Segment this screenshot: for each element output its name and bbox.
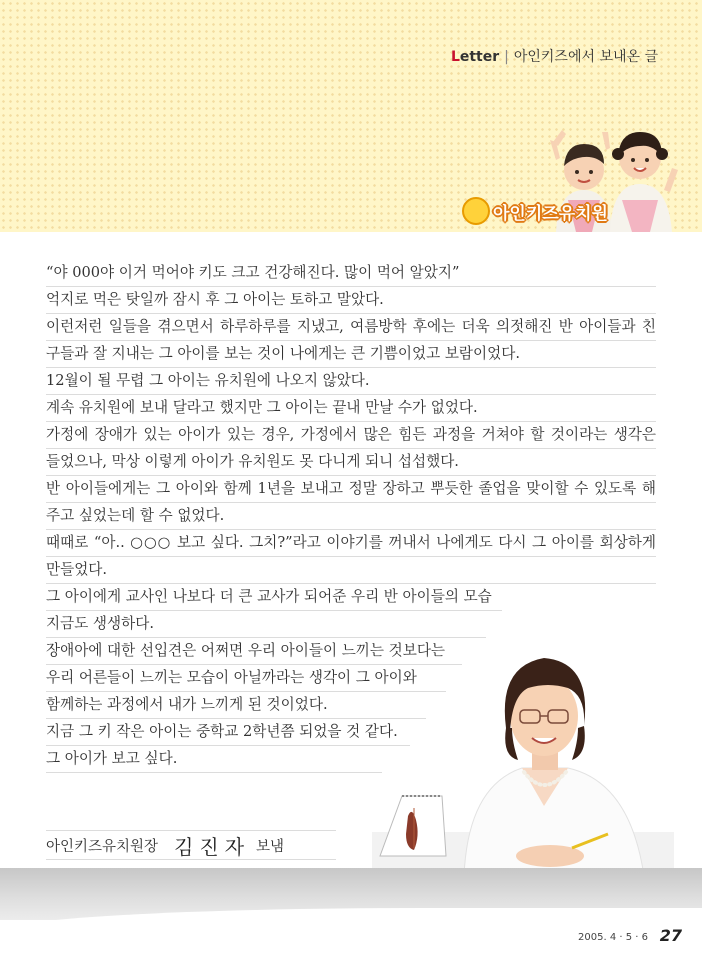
signature-suffix: 보냄	[256, 838, 285, 855]
logo-text: 아인키즈유치원	[493, 203, 608, 224]
body-line: 함께하는 과정에서 내가 느끼게 된 것이었다.	[46, 692, 426, 719]
body-line: 반 아이들에게는 그 아이와 함께 1년을 보내고 정말 장하고 뿌듯한 졸업을 맞이할 수 있도록 해	[46, 476, 656, 503]
body-line: 이런저런 일들을 겪으면서 하루하루를 지냈고, 여름방학 후에는 더욱 의젓해진 반 아이들과 친	[46, 314, 656, 341]
body-line: 구들과 잘 지내는 그 아이를 보는 것이 나에게는 큰 기쁨이었고 보람이었다.	[46, 341, 656, 368]
signature-name: 김진자	[174, 834, 251, 859]
body-line: 12월이 될 무렵 그 아이는 유치원에 나오지 않았다.	[46, 368, 656, 395]
body-line: “야 000야 이거 먹어야 키도 크고 건강해진다. 많이 먹어 알았지”	[46, 260, 656, 287]
title-letter-l: L	[450, 49, 460, 65]
kindergarten-logo	[462, 196, 608, 226]
title-subtitle: 아인키즈에서 보내온 글	[513, 49, 658, 65]
author-photo	[372, 636, 674, 876]
body-line: 지금도 생생하다.	[46, 611, 486, 638]
body-line: 그 아이에게 교사인 나보다 더 큰 교사가 되어준 우리 반 아이들의 모습	[46, 584, 502, 611]
title-letter-rest: etter	[459, 49, 500, 65]
logo-mascot-icon	[462, 197, 490, 225]
body-line: 때때로 “아.. ○○○ 보고 싶다. 그치?”라고 이야기를 꺼내서 나에게도 다시 그 아이를 회상하게	[46, 530, 656, 557]
title-separator: |	[504, 49, 509, 65]
body-line: 우리 어른들이 느끼는 모습이 아닐까라는 생각이 그 아이와	[46, 665, 446, 692]
issue-date: 2005. 4 · 5 · 6	[578, 932, 648, 943]
body-line: 계속 유치원에 보내 달라고 했지만 그 아이는 끝내 만날 수가 없었다.	[46, 395, 656, 422]
body-line: 장애아에 대한 선입견은 어쩌면 우리 아이들이 느끼는 것보다는	[46, 638, 462, 665]
body-line: 들었으나, 막상 이렇게 아이가 유치원도 못 다니게 되니 섭섭했다.	[46, 449, 656, 476]
page-number: 27	[659, 926, 682, 945]
body-line: 그 아이가 보고 싶다.	[46, 746, 382, 773]
page-footer	[0, 868, 702, 969]
header-banner	[0, 0, 702, 232]
section-title	[451, 46, 658, 66]
body-line: 주고 싶었는데 할 수 없었다.	[46, 503, 656, 530]
body-line: 만들었다.	[46, 557, 656, 584]
body-line: 억지로 먹은 탓일까 잠시 후 그 아이는 토하고 말았다.	[46, 287, 656, 314]
body-line: 가정에 장애가 있는 아이가 있는 경우, 가정에서 많은 힘든 과정을 거쳐야 할 것이라는 생각은	[46, 422, 656, 449]
body-line: 지금 그 키 작은 아이는 중학교 2학년쯤 되었을 것 같다.	[46, 719, 410, 746]
signature-org: 아인키즈유치원장	[46, 838, 159, 855]
signature-line	[46, 830, 336, 860]
